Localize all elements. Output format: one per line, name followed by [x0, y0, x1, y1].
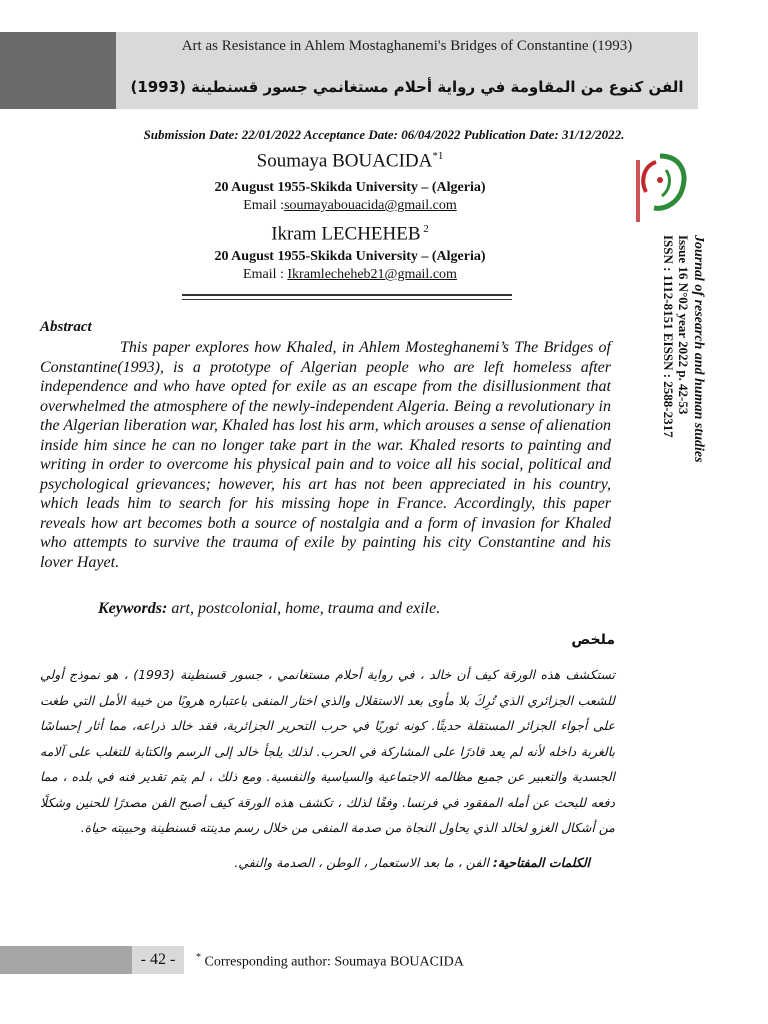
running-title-arabic: الفن كنوع من المقاومة في رواية أحلام مستغانمي جسور قسنطينة (1993)	[130, 78, 684, 96]
journal-issue: Issue 16 N°02 year 2022 p. 42-53	[676, 235, 691, 415]
email-link-2[interactable]: Ikramlecheheb21@gmail.com	[287, 267, 457, 282]
author-name-1: Soumaya BOUACIDA$^{*1}$	[256, 150, 444, 172]
author-name-2: Ikram LECHEHEB $^2$	[271, 223, 429, 245]
header-dark-block	[0, 32, 116, 109]
footer-gray-block	[0, 946, 132, 974]
submission-dates: Submission Date: 22/01/2022 Acceptance Date: 06/04/2022 Publication Date: 31/12/2022.	[143, 127, 625, 142]
keywords: Keywords: art, postcolonial, home, trauma and exile.	[98, 600, 441, 617]
journal-name: Journal of research and human studies	[691, 235, 706, 463]
running-title-english: Art as Resistance in Ahlem Mostaghanemi's Bridges of Constantine (1993)	[181, 38, 633, 54]
journal-info-vertical	[606, 215, 716, 555]
author-divider	[182, 294, 512, 300]
corresponding-author-note: * Corresponding author: Soumaya BOUACIDA	[196, 952, 464, 970]
abstract-heading: Abstract	[40, 319, 92, 335]
author-email-2: Email : Ikramlecheheb21@gmail.com	[243, 267, 457, 282]
abstract-body: This paper explores how Khaled, in Ahlem Mosteghanemi’s The Bridges of Constantine(1993), is a prototype of Algerian people who are left homeless after independence and who have opted for exile as an escape from the disillusionment that overwhelmed the atmosphere of the newly-independent Algeria. Being a revolutionary in the Algerian liberation war, Khaled has lost his arm, which arouses a sense of alienation inside him since he can no longer take part in the war. Khaled resorts to painting and writing in order to overcome his physical pain and to voice all his social, political and psychological grievances; however, his art has not been appreciated in his country, which leads him to search for his missing hope in France. Accordingly, this paper reveals how art becomes both a source of nostalgia and a form of invasion for Khaled who attempts to survive the trauma of exile by painting his city Constantine and his lover Hayet.	[40, 339, 611, 571]
email-link-1[interactable]: soumayabouacida@gmail.com	[284, 198, 457, 213]
author-email-1: Email :soumayabouacida@gmail.com	[243, 198, 457, 213]
author-affiliation-2: 20 August 1955-Skikda University – (Algeria)	[214, 249, 486, 264]
arabic-abstract-body: تستكشف هذه الورقة كيف أن خالد ، في رواية أحلام مستغانمي ، جسور قسنطينة (1993) ، هو نموذج أولي للشعب الجزائري الذي تُرِكَ بلا مأوى بعد الاستقلال والذي اختار المنفى باعتباره هروبًا من خيبة الأمل التي طغت على أجواء الجزائر المستقلة حديثًا. كونه ثوريًا في حرب التحرير الجزائرية، فقد خالد ذراعه، مما أثار إحساسًا بالغربة داخله لأنه لم يعد قادرًا على المشاركة في الحرب. لذلك يلجأ خالد إلى الرسم والكتابة للتغلب على آلامه الجسدية والتعبير عن جميع مظالمه الاجتماعية والسياسية والنفسية. ومع ذلك ، لم يتم تقدير فنه في بلده ، مما دفعه للبحث عن أمله المفقود في فرنسا. وفقًا لذلك ، تكشف هذه الورقة كيف أصبح الفن مصدرًا للحنين وشكلًا من أشكال الغزو لخالد الذي يحاول النجاة من صدمة المنفى من خلال رسم مدينته قسنطينة وحبيبته حياة.	[40, 667, 615, 835]
arabic-abstract-heading: ملخص	[571, 632, 615, 648]
page-number: - 42 -	[132, 946, 184, 974]
author-affiliation-1: 20 August 1955-Skikda University – (Algeria)	[214, 180, 486, 195]
journal-issn: ISSN : 1112-8151 EISSN : 2588-2317	[661, 235, 676, 438]
arabic-keywords: الكلمات المفتاحية: الفن ، ما بعد الاستعمار ، الوطن ، الصدمة والنفي.	[234, 855, 590, 870]
